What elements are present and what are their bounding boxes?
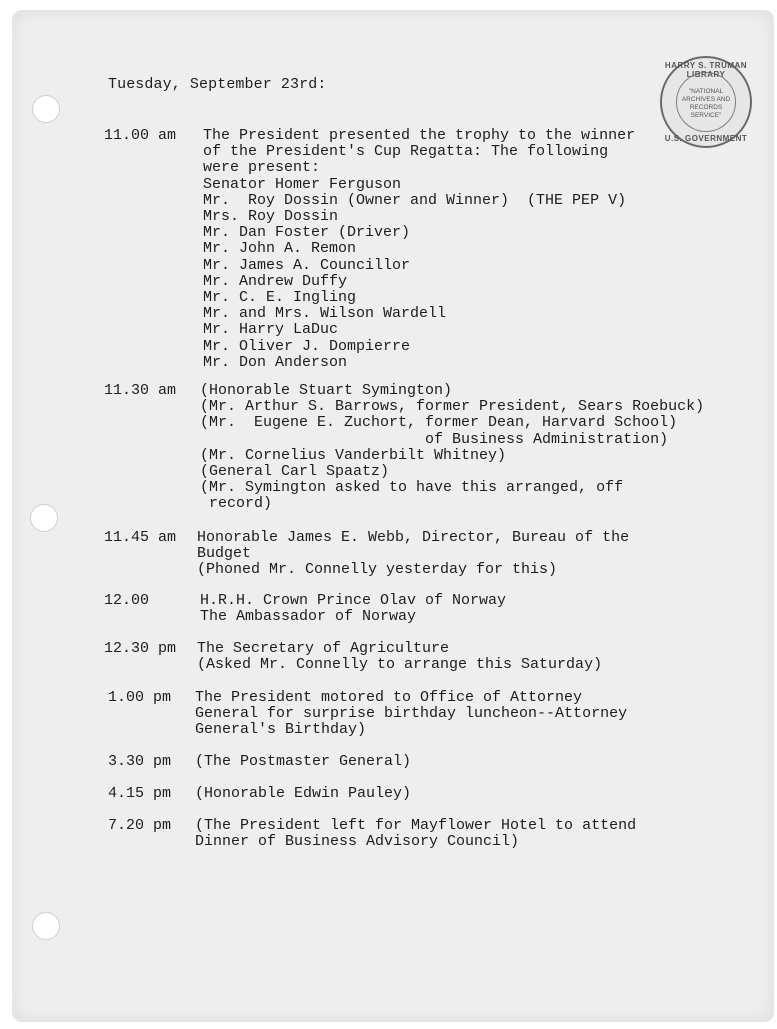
stamp-center-line: SERVICE" [690,112,722,119]
archive-stamp-center-text [662,88,750,120]
entry-time: 12.30 pm [104,640,177,657]
entry-line: (Mr. Cornelius Vanderbilt Whitney) [200,446,507,464]
entry-line: (The President left for Mayflower Hotel to attend [195,817,637,834]
entry-line: Mr. Harry LaDuc [203,321,339,339]
entry-line: Dinner of Business Advisory Council) [195,833,520,851]
entry-line: Mr. Dan Foster (Driver) [203,224,411,242]
archive-stamp [660,56,752,148]
entry-line: The Secretary of Agriculture [197,640,450,657]
archive-stamp-top-text: HARRY S. TRUMAN LIBRARY [664,61,748,79]
entry-line: Mr. and Mrs. Wilson Wardell [203,305,447,323]
entry-line: The President motored to Office of Attorney [195,689,583,706]
date-heading: Tuesday, September 23rd: [108,76,327,93]
punch-hole-top [32,95,60,123]
entry-line: Budget [197,545,252,563]
entry-line: (Mr. Symington asked to have this arranged, off [200,479,624,497]
entry-line: General for surprise birthday luncheon--Attorney [195,705,628,723]
archive-stamp-bottom-text: U.S. GOVERNMENT [664,134,748,143]
entry-time: 1.00 pm [108,689,172,706]
entry-line: (Mr. Eugene E. Zuchort, former Dean, Harvard School) [200,414,678,432]
entry-line: (General Carl Spaatz) [200,463,390,480]
entry-line: The Ambassador of Norway [200,608,417,626]
entry-line: Mr. John A. Remon [203,240,357,258]
entry-line: of the President's Cup Regatta: The following [203,143,609,161]
entry-line: Mr. Oliver J. Dompierre [203,337,411,355]
entry-line: Senator Homer Ferguson [203,175,402,193]
entry-line: Honorable James E. Webb, Director, Bureau of the [197,529,630,546]
entry-line: (Asked Mr. Connelly to arrange this Saturday) [197,656,603,674]
stamp-center-line: "NATIONAL [688,88,724,95]
entry-time: 11.30 am [104,382,177,399]
entry-line: of Business Administration) [200,430,669,448]
stamp-center-line: RECORDS [689,104,723,111]
entry-time: 4.15 pm [108,785,172,802]
entry-line: (Phoned Mr. Connelly yesterday for this) [197,561,558,579]
entry-line: H.R.H. Crown Prince Olav of Norway [200,592,507,609]
entry-line: were present: [203,159,321,177]
entry-line: Mr. Don Anderson [203,353,348,371]
entry-time: 12.00 [104,592,150,609]
punch-hole-bottom [32,912,60,940]
entry-line: record) [200,495,273,513]
entry-line: Mr. James A. Councillor [203,256,411,274]
punch-hole-middle [30,504,58,532]
entry-line: (Mr. Arthur S. Barrows, former President, Sears Roebuck) [200,398,705,416]
entry-line: (The Postmaster General) [195,753,412,770]
entry-line: Mrs. Roy Dossin [203,208,339,225]
entry-time: 3.30 pm [108,753,172,770]
stamp-center-line: ARCHIVES AND [681,96,731,103]
entry-line: The President presented the trophy to the winner [203,127,636,144]
entry-time: 7.20 pm [108,817,172,834]
entry-line: Mr. Roy Dossin (Owner and Winner) (THE PEP V) [203,191,627,209]
entry-line: (Honorable Stuart Symington) [200,382,453,399]
entry-time: 11.45 am [104,529,177,546]
entry-line: Mr. C. E. Ingling [203,289,357,306]
entry-line: General's Birthday) [195,721,367,739]
paper-sheet [12,10,774,1022]
entry-line: Mr. Andrew Duffy [203,272,348,290]
entry-line: (Honorable Edwin Pauley) [195,785,412,802]
entry-time: 11.00 am [104,127,177,144]
